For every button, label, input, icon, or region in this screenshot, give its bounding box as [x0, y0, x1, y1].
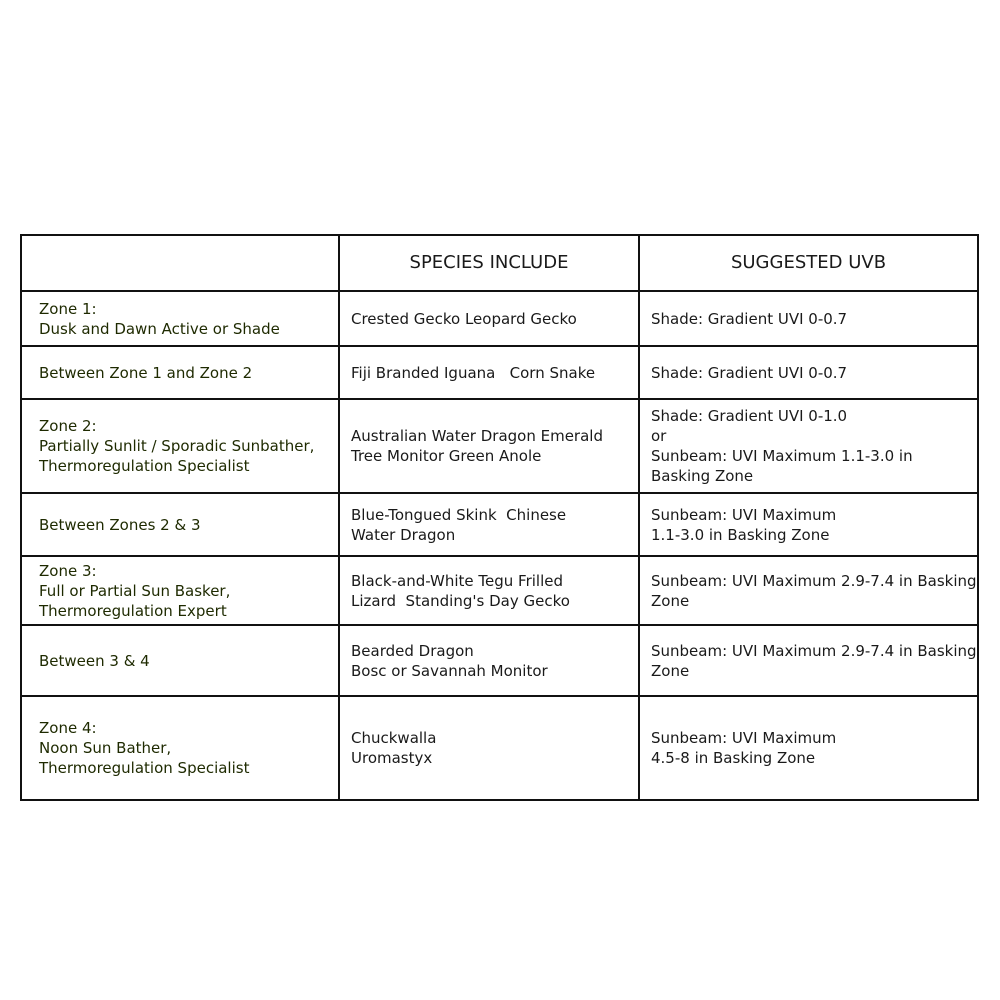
zone-description: Thermoregulation Specialist: [39, 759, 250, 777]
uvb-text: Zone: [651, 661, 690, 680]
zone-header-cell: [21, 235, 339, 291]
uvb-cell: [639, 346, 978, 399]
uvb-cell: [639, 493, 978, 556]
zone-label: Between Zone 1 and Zone 2: [39, 363, 253, 382]
species-cell: [339, 291, 639, 346]
table-row: [21, 625, 978, 696]
species-text: Uromastyx: [351, 749, 433, 767]
species-cell: [339, 399, 639, 493]
species-cell: [339, 625, 639, 696]
zone-cell: [21, 625, 339, 696]
uvb-cell: [639, 696, 978, 800]
species-text: Chuckwalla: [351, 729, 437, 747]
zone-cell: [21, 291, 339, 346]
uvb-text: Sunbeam: UVI Maximum 1.1-3.0 in: [651, 447, 913, 465]
species-text: Bosc or Savannah Monitor: [351, 661, 548, 680]
uvb-cell: [639, 556, 978, 625]
species-text: Bearded Dragon: [351, 641, 474, 660]
zone-cell: [21, 399, 339, 493]
zone-description: Partially Sunlit / Sporadic Sunbather,: [39, 437, 315, 455]
uvb-text: Zone: [651, 591, 690, 610]
zone-description: Full or Partial Sun Basker,: [39, 581, 231, 600]
table-row: [21, 696, 978, 800]
zone-label: Zone 2:: [39, 417, 97, 435]
species-cell: [339, 696, 639, 800]
uvb-text: Sunbeam: UVI Maximum 2.9-7.4 in Basking: [651, 571, 977, 590]
zone-label: Between 3 & 4: [39, 651, 150, 670]
uvb-text: Sunbeam: UVI Maximum: [651, 729, 837, 747]
uvb-text: Sunbeam: UVI Maximum 2.9-7.4 in Basking: [651, 641, 977, 660]
uvb-text: Shade: Gradient UVI 0-1.0: [651, 407, 848, 425]
zone-label: Between Zones 2 & 3: [39, 515, 201, 534]
species-text: Lizard Standing's Day Gecko: [351, 591, 570, 610]
uvb-text: or: [651, 427, 667, 445]
species-text: Water Dragon: [351, 525, 456, 544]
uvb-cell: [639, 291, 978, 346]
uvb-text: Shade: Gradient UVI 0-0.7: [651, 363, 848, 382]
zone-cell: [21, 696, 339, 800]
species-cell: [339, 346, 639, 399]
species-cell: [339, 493, 639, 556]
uvb-zone-table: [20, 234, 979, 801]
uvb-text: 4.5-8 in Basking Zone: [651, 749, 816, 767]
species-text: Australian Water Dragon Emerald: [351, 427, 603, 445]
zone-description: Thermoregulation Specialist: [39, 457, 250, 475]
uvb-text: Sunbeam: UVI Maximum: [651, 505, 837, 524]
species-text: Black-and-White Tegu Frilled: [351, 571, 563, 590]
species-cell: [339, 556, 639, 625]
uvb-cell: [639, 399, 978, 493]
zone-label: Zone 3:: [39, 561, 97, 580]
species-text: Fiji Branded Iguana Corn Snake: [351, 363, 596, 382]
table-row: [21, 291, 978, 346]
table-row: [21, 346, 978, 399]
uvb-header: SUGGESTED UVB: [639, 235, 978, 291]
zone-label: Zone 1:: [39, 299, 97, 318]
zone-cell: [21, 556, 339, 625]
header-row: [21, 235, 978, 291]
species-text: Blue-Tongued Skink Chinese: [351, 505, 567, 524]
zone-description: Thermoregulation Expert: [39, 601, 227, 620]
uvb-text: 1.1-3.0 in Basking Zone: [651, 525, 830, 544]
species-header: SPECIES INCLUDE: [339, 235, 639, 291]
zone-cell: [21, 346, 339, 399]
zone-description: Noon Sun Bather,: [39, 739, 172, 757]
table-row: [21, 493, 978, 556]
zone-label: Zone 4:: [39, 719, 97, 737]
uvb-text: Shade: Gradient UVI 0-0.7: [651, 309, 848, 328]
species-text: Crested Gecko Leopard Gecko: [351, 309, 577, 328]
zone-cell: [21, 493, 339, 556]
species-text: Tree Monitor Green Anole: [351, 447, 542, 465]
uvb-cell: [639, 625, 978, 696]
zone-description: Dusk and Dawn Active or Shade: [39, 319, 280, 338]
uvb-text: Basking Zone: [651, 467, 754, 485]
table-row: [21, 556, 978, 625]
table-row: [21, 399, 978, 493]
